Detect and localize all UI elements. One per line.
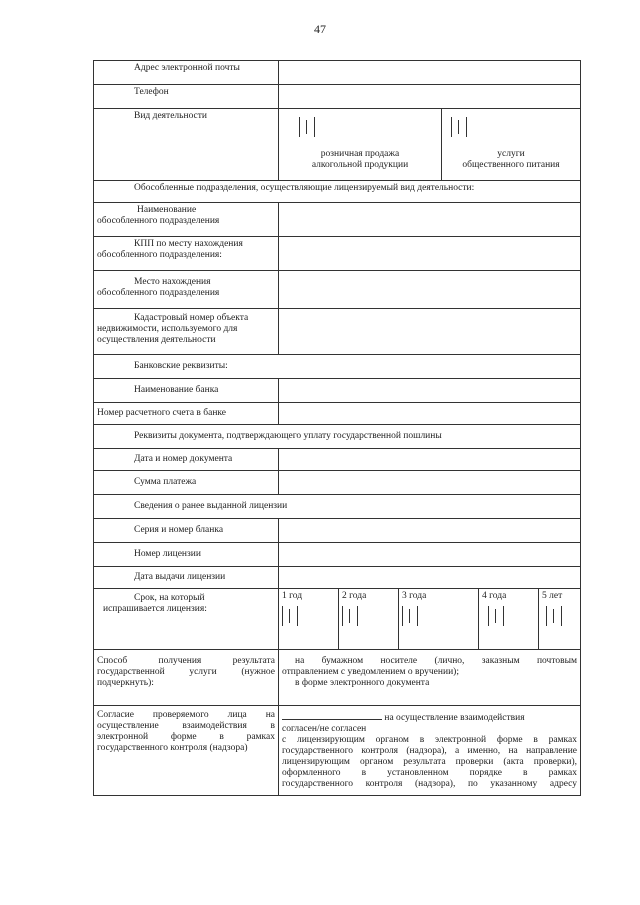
term-option-1-label: 1 год bbox=[282, 591, 303, 601]
consent-label-1: Согласие проверяемого лица на bbox=[97, 710, 275, 720]
page-number: 47 bbox=[314, 22, 326, 36]
checkbox-term-3[interactable] bbox=[402, 606, 418, 628]
consent-value-3: с лицензирующим органом в электронной форме в рамках bbox=[282, 735, 577, 745]
bank-name-label: Наименование банка bbox=[94, 379, 279, 403]
kpp-label-2: обособленного подразделения: bbox=[97, 250, 222, 260]
checkbox-retail[interactable] bbox=[299, 117, 315, 139]
method-option-paper[interactable]: на бумажном носителе (лично, заказным почтовым bbox=[295, 656, 577, 666]
term-option-2-label: 2 года bbox=[342, 591, 367, 601]
consent-value-1: на осуществление взаимодействия bbox=[384, 713, 525, 723]
location-label-1: Место нахождения bbox=[134, 277, 211, 287]
consent-label-3: электронной форме в рамках bbox=[97, 732, 275, 742]
license-application-form bbox=[93, 60, 581, 796]
checkbox-term-1[interactable] bbox=[282, 606, 298, 628]
activity-option-retail-label-1: розничная продажа bbox=[320, 149, 400, 159]
activity-option-retail-label-2: алкогольной продукции bbox=[311, 160, 409, 170]
activity-row bbox=[94, 109, 581, 181]
consent-label-2: осуществление взаимодействия в bbox=[97, 721, 275, 731]
license-date-label: Дата выдачи лицензии bbox=[94, 567, 279, 589]
form-series-label: Серия и номер бланка bbox=[94, 519, 279, 543]
payment-amount-field[interactable] bbox=[279, 471, 581, 495]
activity-option-retail[interactable] bbox=[279, 109, 442, 181]
kpp-field[interactable] bbox=[279, 237, 581, 271]
consent-value-4: государственного контроля (надзора), а именно, на направление bbox=[282, 746, 577, 756]
subdivisions-header: Обособленные подразделения, осуществляющие лицензируемый вид деятельности: bbox=[94, 181, 581, 203]
license-date-field[interactable] bbox=[279, 567, 581, 589]
email-field[interactable] bbox=[279, 61, 581, 85]
term-option-3-label: 3 года bbox=[402, 591, 427, 601]
subdivision-name-label bbox=[94, 203, 279, 237]
kpp-label bbox=[94, 237, 279, 271]
location-field[interactable] bbox=[279, 271, 581, 309]
consent-choice[interactable]: согласен/не согласен bbox=[282, 724, 367, 734]
fee-header: Реквизиты документа, подтверждающего уплату государственной пошлины bbox=[94, 425, 581, 449]
term-option-3[interactable] bbox=[399, 589, 479, 649]
license-number-label: Номер лицензии bbox=[94, 543, 279, 567]
location-label-2: обособленного подразделения bbox=[97, 288, 220, 298]
consent-value-5: лицензирующим органом результата проверки (акта проверки), bbox=[282, 757, 577, 767]
email-row bbox=[94, 61, 581, 85]
checkbox-term-5[interactable] bbox=[546, 606, 562, 628]
doc-date-number-label: Дата и номер документа bbox=[94, 449, 279, 471]
cadastral-field[interactable] bbox=[279, 309, 581, 355]
term-label-1: Срок, на который bbox=[134, 593, 205, 603]
activity-label: Вид деятельности bbox=[94, 109, 279, 181]
license-number-field[interactable] bbox=[279, 543, 581, 567]
method-option-electronic[interactable]: в форме электронного документа bbox=[295, 678, 430, 688]
bank-account-label: Номер расчетного счета в банке bbox=[94, 403, 279, 425]
method-option-paper-cont[interactable]: отправлением с уведомлением о вручении); bbox=[282, 667, 459, 677]
activity-option-catering-label-2: общественного питания bbox=[462, 160, 560, 170]
term-options bbox=[279, 589, 581, 650]
consent-blank[interactable] bbox=[282, 710, 382, 720]
term-option-2[interactable] bbox=[339, 589, 399, 649]
checkbox-catering[interactable] bbox=[451, 117, 467, 139]
checkbox-term-2[interactable] bbox=[342, 606, 358, 628]
method-label-2: государственной услуги (нужное bbox=[97, 667, 275, 677]
bank-account-field[interactable] bbox=[279, 403, 581, 425]
form-series-field[interactable] bbox=[279, 519, 581, 543]
method-label-3: подчеркнуть): bbox=[97, 678, 154, 688]
term-option-1[interactable] bbox=[279, 589, 339, 649]
consent-value-7: государственного контроля (надзора), по указанному адресу bbox=[282, 779, 577, 789]
consent-label-4: государственного контроля (надзора) bbox=[97, 743, 248, 753]
bank-name-field[interactable] bbox=[279, 379, 581, 403]
cadastral-label bbox=[94, 309, 279, 355]
doc-date-number-field[interactable] bbox=[279, 449, 581, 471]
term-option-5[interactable] bbox=[539, 589, 581, 649]
activity-option-catering-label-1: услуги bbox=[497, 149, 525, 159]
cadastral-label-3: осуществления деятельности bbox=[97, 335, 216, 345]
term-label bbox=[94, 589, 279, 650]
method-label-1: Способ получения результата bbox=[97, 656, 275, 666]
cadastral-label-1: Кадастровый номер объекта bbox=[134, 313, 249, 323]
consent-row bbox=[94, 706, 581, 796]
payment-amount-label: Сумма платежа bbox=[94, 471, 279, 495]
term-option-4-label: 4 года bbox=[482, 591, 507, 601]
phone-row bbox=[94, 85, 581, 109]
term-row bbox=[94, 589, 581, 650]
phone-label: Телефон bbox=[94, 85, 279, 109]
term-label-2: испрашивается лицензия: bbox=[103, 604, 207, 614]
method-row bbox=[94, 650, 581, 706]
activity-option-catering[interactable] bbox=[442, 109, 581, 181]
term-option-4[interactable] bbox=[479, 589, 539, 649]
prev-license-header: Сведения о ранее выданной лицензии bbox=[94, 495, 581, 519]
bank-header: Банковские реквизиты: bbox=[94, 355, 581, 379]
location-label bbox=[94, 271, 279, 309]
kpp-label-1: КПП по месту нахождения bbox=[134, 239, 243, 249]
consent-value-6: оформленного в установленном порядке в рамках bbox=[282, 768, 577, 778]
term-option-5-label: 5 лет bbox=[542, 591, 563, 601]
email-label: Адрес электронной почты bbox=[94, 61, 279, 85]
consent-value bbox=[279, 706, 581, 796]
subdivision-name-label-2: обособленного подразделения bbox=[97, 216, 220, 226]
method-options bbox=[279, 650, 581, 706]
consent-label bbox=[94, 706, 279, 796]
subdivision-name-label-1: Наименование bbox=[137, 205, 197, 215]
phone-field[interactable] bbox=[279, 85, 581, 109]
checkbox-term-4[interactable] bbox=[488, 606, 504, 628]
method-label bbox=[94, 650, 279, 706]
cadastral-label-2: недвижимости, используемого для bbox=[97, 324, 238, 334]
subdivision-name-field[interactable] bbox=[279, 203, 581, 237]
